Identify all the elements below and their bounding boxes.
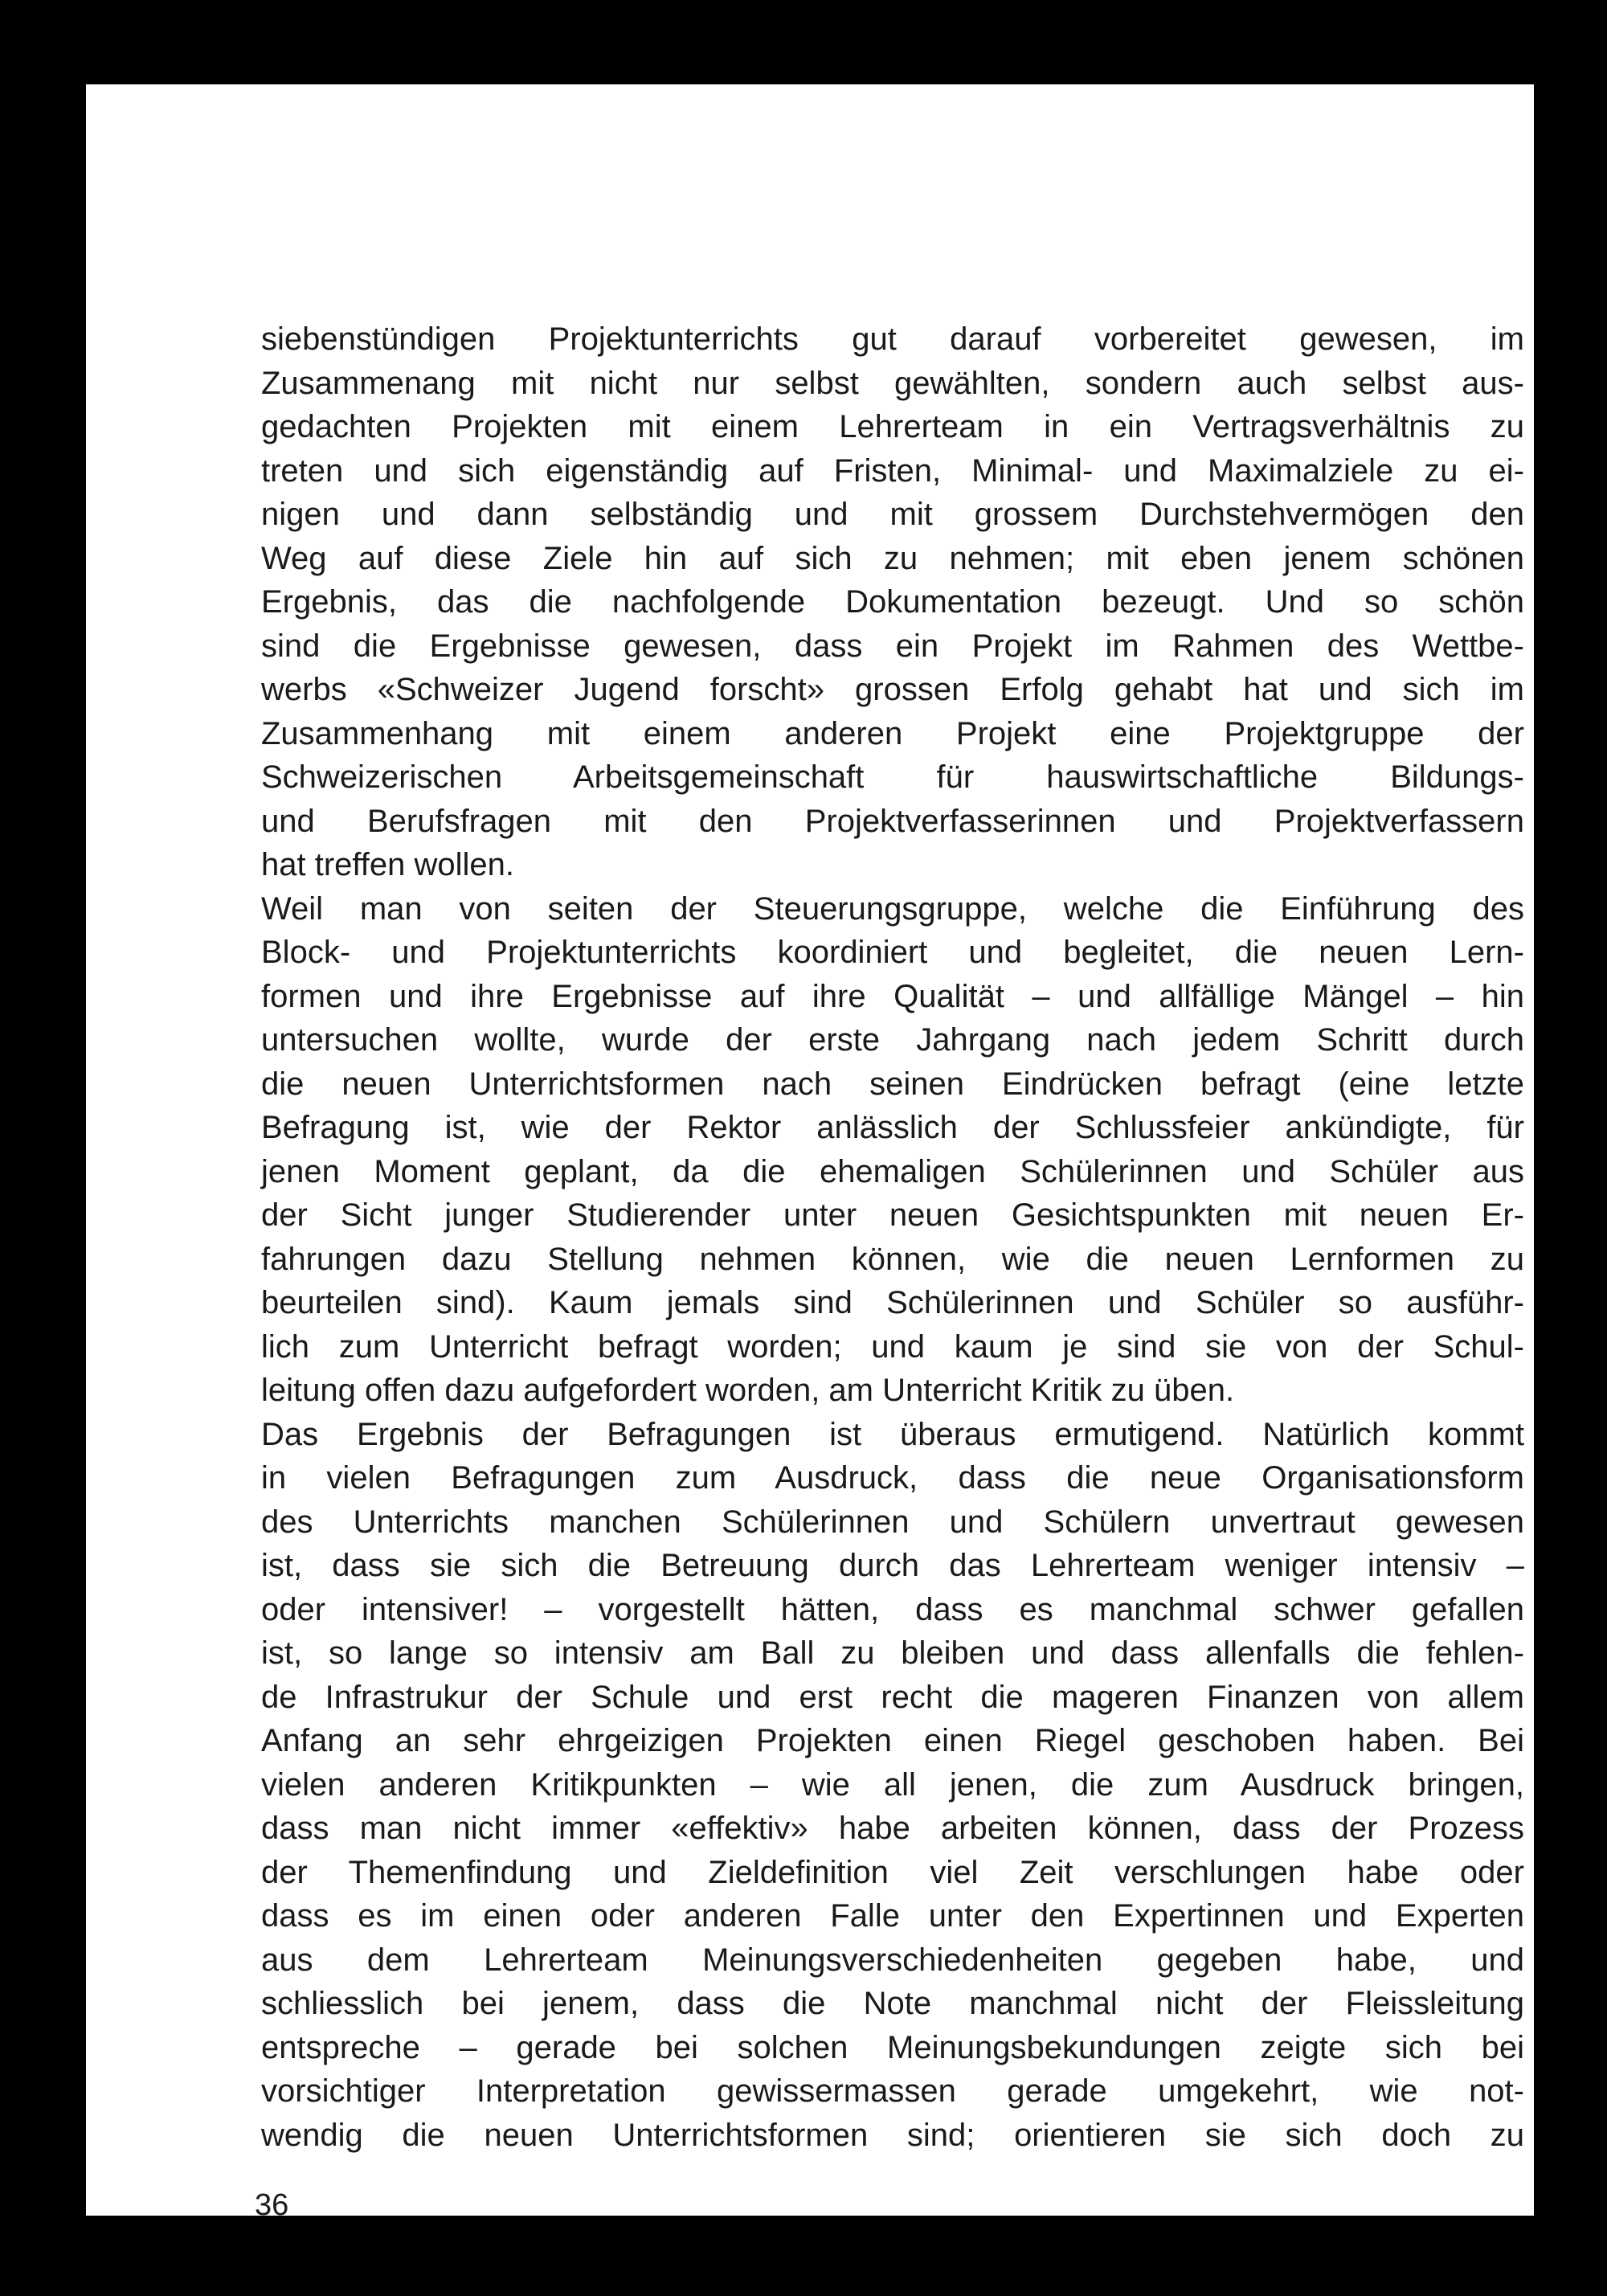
text-line: die neuen Unterrichtsformen nach seinen Eindrücken befragt (eine letzte <box>261 1066 1524 1102</box>
text-line: hat treffen wollen. <box>261 847 515 882</box>
text-line: Anfang an sehr ehrgeizigen Projekten einen Riegel geschoben haben. Bei <box>261 1723 1524 1758</box>
text-line: Block- und Projektunterrichts koordiniert und begleitet, die neuen Lern- <box>261 935 1524 970</box>
text-line: Zusammenhang mit einem anderen Projekt eine Projektgruppe der <box>261 715 1524 751</box>
text-line: aus dem Lehrerteam Meinungsverschiedenheiten gegeben habe, und <box>261 1942 1524 1978</box>
text-line: jenen Moment geplant, da die ehemaligen Schülerinnen und Schüler aus <box>261 1153 1524 1189</box>
text-line: der Themenfindung und Zieldefinition viel Zeit verschlungen habe oder <box>261 1854 1524 1890</box>
text-line: formen und ihre Ergebnisse auf ihre Qualität – und allfällige Mängel – hin <box>261 978 1524 1014</box>
text-line: treten und sich eigenständig auf Fristen, Minimal- und Maximalziele zu ei- <box>261 452 1524 489</box>
page-number: 36 <box>255 2188 289 2222</box>
text-line: nigen und dann selbständig und mit grossem Durchstehvermögen den <box>261 497 1524 532</box>
text-line: der Sicht junger Studierender unter neuen Gesichtspunkten mit neuen Er- <box>261 1197 1524 1233</box>
text-line: entspreche – gerade bei solchen Meinungsbekundungen zeigte sich bei <box>261 2029 1524 2065</box>
text-line: untersuchen wollte, wurde der erste Jahrgang nach jedem Schritt durch <box>261 1022 1524 1058</box>
text-line: Weg auf diese Ziele hin auf sich zu nehmen; mit eben jenem schönen <box>261 540 1524 576</box>
text-line: Schweizerischen Arbeitsgemeinschaft für hauswirtschaftliche Bildungs- <box>261 759 1524 795</box>
text-line: ist, so lange so intensiv am Ball zu bleiben und dass allenfalls die fehlen- <box>261 1635 1524 1671</box>
text-line: fahrungen dazu Stellung nehmen können, wie die neuen Lernformen zu <box>261 1241 1524 1277</box>
text-line: leitung offen dazu aufgefordert worden, am Unterricht Kritik zu üben. <box>261 1373 1235 1408</box>
text-line: lich zum Unterricht befragt worden; und kaum je sind sie von der Schul- <box>261 1328 1524 1365</box>
text-line: oder intensiver! – vorgestellt hätten, dass es manchmal schwer gefallen <box>261 1591 1524 1627</box>
text-line: vorsichtiger Interpretation gewissermassen gerade umgekehrt, wie not- <box>261 2073 1524 2109</box>
text-line: schliesslich bei jenem, dass die Note manchmal nicht der Fleissleitung <box>261 1986 1524 2021</box>
text-line: Befragung ist, wie der Rektor anlässlich der Schlussfeier ankündigte, für <box>261 1110 1524 1145</box>
text-line: dass man nicht immer «effektiv» habe arbeiten können, dass der Prozess <box>261 1811 1524 1846</box>
text-line: wendig die neuen Unterrichtsformen sind; orientieren sie sich doch zu <box>261 2117 1524 2153</box>
text-line: dass es im einen oder anderen Falle unter den Expertinnen und Experten <box>261 1898 1524 1934</box>
text-line: Weil man von seiten der Steuerungsgruppe, welche die Einführung des <box>261 890 1524 927</box>
text-line: Ergebnis, das die nachfolgende Dokumentation bezeugt. Und so schön <box>261 584 1524 620</box>
text-line: werbs «Schweizer Jugend forscht» grossen Erfolg gehabt hat und sich im <box>261 672 1524 707</box>
body-text <box>261 317 1524 2157</box>
text-line: sind die Ergebnisse gewesen, dass ein Projekt im Rahmen des Wettbe- <box>261 628 1524 664</box>
text-line: vielen anderen Kritikpunkten – wie all jenen, die zum Ausdruck bringen, <box>261 1766 1524 1803</box>
text-line: de Infrastrukur der Schule und erst recht die mageren Finanzen von allem <box>261 1679 1524 1715</box>
text-line: Zusammenang mit nicht nur selbst gewählten, sondern auch selbst aus- <box>261 365 1524 401</box>
document-page <box>86 84 1534 2222</box>
text-line: in vielen Befragungen zum Ausdruck, dass die neue Organisationsform <box>261 1460 1524 1496</box>
text-line: beurteilen sind). Kaum jemals sind Schülerinnen und Schüler so ausführ- <box>261 1285 1524 1320</box>
text-line: siebenstündigen Projektunterrichts gut darauf vorbereitet gewesen, im <box>261 321 1524 357</box>
text-line: des Unterrichts manchen Schülerinnen und Schülern unvertraut gewesen <box>261 1504 1524 1540</box>
text-line: gedachten Projekten mit einem Lehrerteam in ein Vertragsverhältnis zu <box>261 409 1524 444</box>
text-line: und Berufsfragen mit den Projektverfasserinnen und Projektverfassern <box>261 803 1524 839</box>
text-line: ist, dass sie sich die Betreuung durch das Lehrerteam weniger intensiv – <box>261 1548 1524 1583</box>
text-line: Das Ergebnis der Befragungen ist überaus ermutigend. Natürlich kommt <box>261 1416 1524 1452</box>
